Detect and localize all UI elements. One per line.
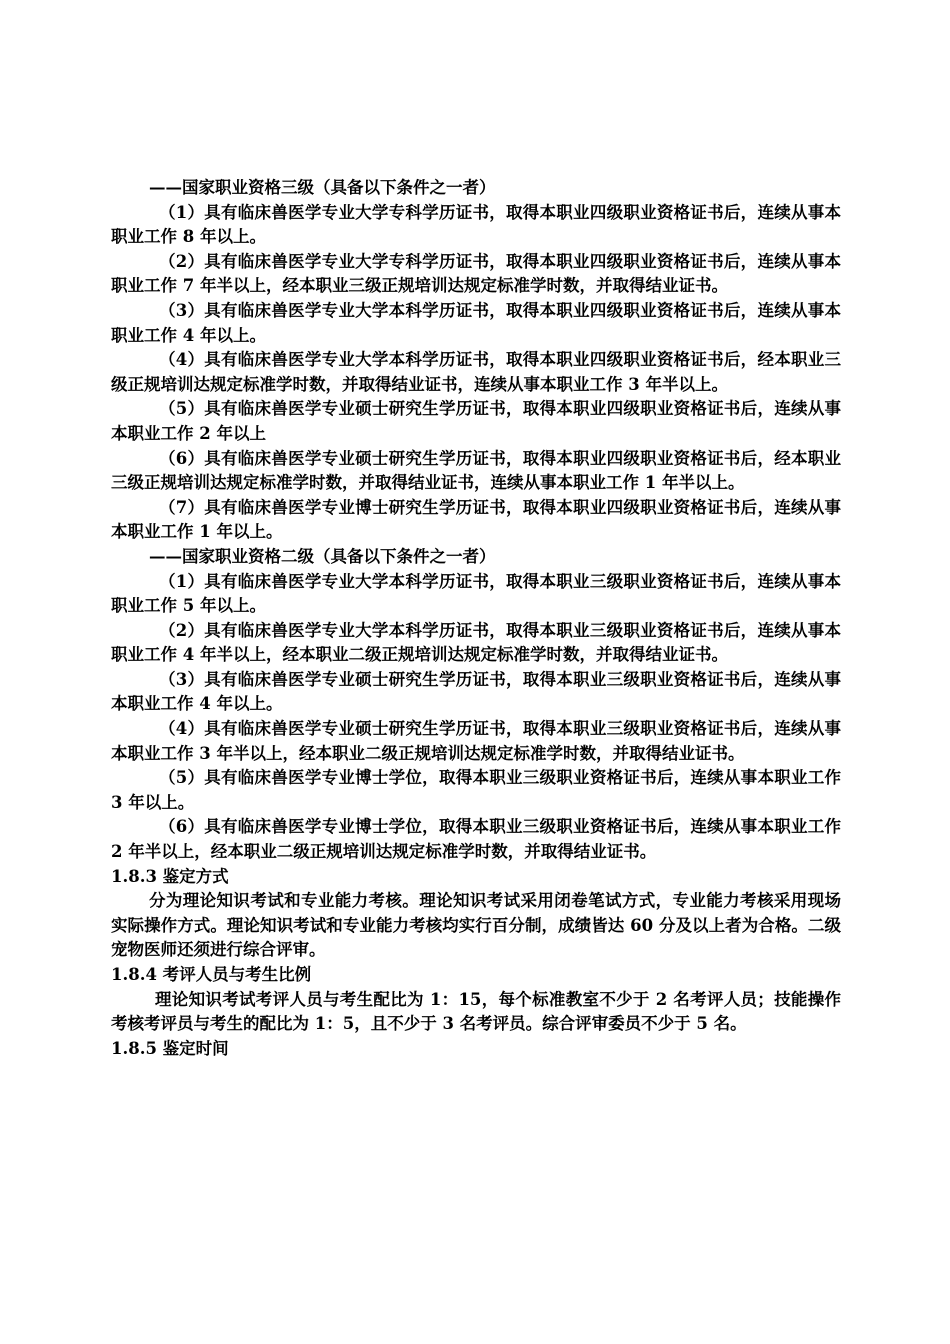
section-184-body: 理论知识考试考评人员与考生配比为 1：15，每个标准教室不少于 2 名考评人员；技能操作考核考评员与考生的配比为 1：5，且不少于 3 名考评员。综合评审委员不少于 5 名。 [111, 989, 841, 1034]
level3-item-7: （7）具有临床兽医学专业博士研究生学历证书，取得本职业四级职业资格证书后，连续从事本职业工作 1 年以上。 [111, 497, 841, 542]
level2-item-6: （6）具有临床兽医学专业博士学位，取得本职业三级职业资格证书后，连续从事本职业工作 2 年半以上，经本职业二级正规培训达规定标准学时数，并取得结业证书。 [111, 817, 841, 862]
level3-title: ——国家职业资格三级（具备以下条件之一者） [149, 178, 496, 197]
level2-item-5: （5）具有临床兽医学专业博士学位，取得本职业三级职业资格证书后，连续从事本职业工作 3 年以上。 [111, 768, 841, 812]
level3-item-5: （5）具有临床兽医学专业硕士研究生学历证书，取得本职业四级职业资格证书后，连续从事本职业工作 2 年以上 [111, 399, 841, 443]
level3-item-1: （1）具有临床兽医学专业大学专科学历证书，取得本职业四级职业资格证书后，连续从事本职业工作 8 年以上。 [111, 202, 841, 247]
level2-title: ——国家职业资格二级（具备以下条件之一者） [149, 546, 496, 566]
section-183-body: 分为理论知识考试和专业能力考核。理论知识考试采用闭卷笔试方式，专业能力考核采用现场实际操作方式。理论知识考试和专业能力考核均实行百分制，成绩皆达 60 分及以上者为合格。二级宠物医师还须进行综合评审。 [111, 891, 841, 960]
document-page [111, 176, 841, 1061]
level2-item-3: （3）具有临床兽医学专业硕士研究生学历证书，取得本职业三级职业资格证书后，连续从事本职业工作 4 年以上。 [111, 669, 841, 714]
section-185-heading: 1.8.5 鉴定时间 [111, 1038, 229, 1058]
level3-item-6: （6）具有临床兽医学专业硕士研究生学历证书，取得本职业四级职业资格证书后，经本职业三级正规培训达规定标准学时数，并取得结业证书，连续从事本职业工作 1 年半以上。 [111, 448, 841, 493]
level2-item-2: （2）具有临床兽医学专业大学本科学历证书，取得本职业三级职业资格证书后，连续从事本职业工作 4 年半以上，经本职业二级正规培训达规定标准学时数，并取得结业证书。 [111, 620, 841, 665]
level2-item-4: （4）具有临床兽医学专业硕士研究生学历证书，取得本职业三级职业资格证书后，连续从事本职业工作 3 年半以上，经本职业二级正规培训达规定标准学时数，并取得结业证书。 [111, 719, 841, 763]
level3-item-3: （3）具有临床兽医学专业大学本科学历证书，取得本职业四级职业资格证书后，连续从事本职业工作 4 年以上。 [111, 300, 841, 345]
level3-item-4: （4）具有临床兽医学专业大学本科学历证书，取得本职业四级职业资格证书后，经本职业三级正规培训达规定标准学时数，并取得结业证书，连续从事本职业工作 3 年半以上。 [111, 350, 841, 394]
level2-item-1: （1）具有临床兽医学专业大学本科学历证书，取得本职业三级职业资格证书后，连续从事本职业工作 5 年以上。 [111, 571, 841, 616]
section-184-heading: 1.8.4 考评人员与考生比例 [111, 965, 312, 984]
level3-item-2: （2）具有临床兽医学专业大学专科学历证书，取得本职业四级职业资格证书后，连续从事本职业工作 7 年半以上，经本职业三级正规培训达规定标准学时数，并取得结业证书。 [111, 251, 841, 296]
section-183-heading: 1.8.3 鉴定方式 [111, 866, 229, 886]
